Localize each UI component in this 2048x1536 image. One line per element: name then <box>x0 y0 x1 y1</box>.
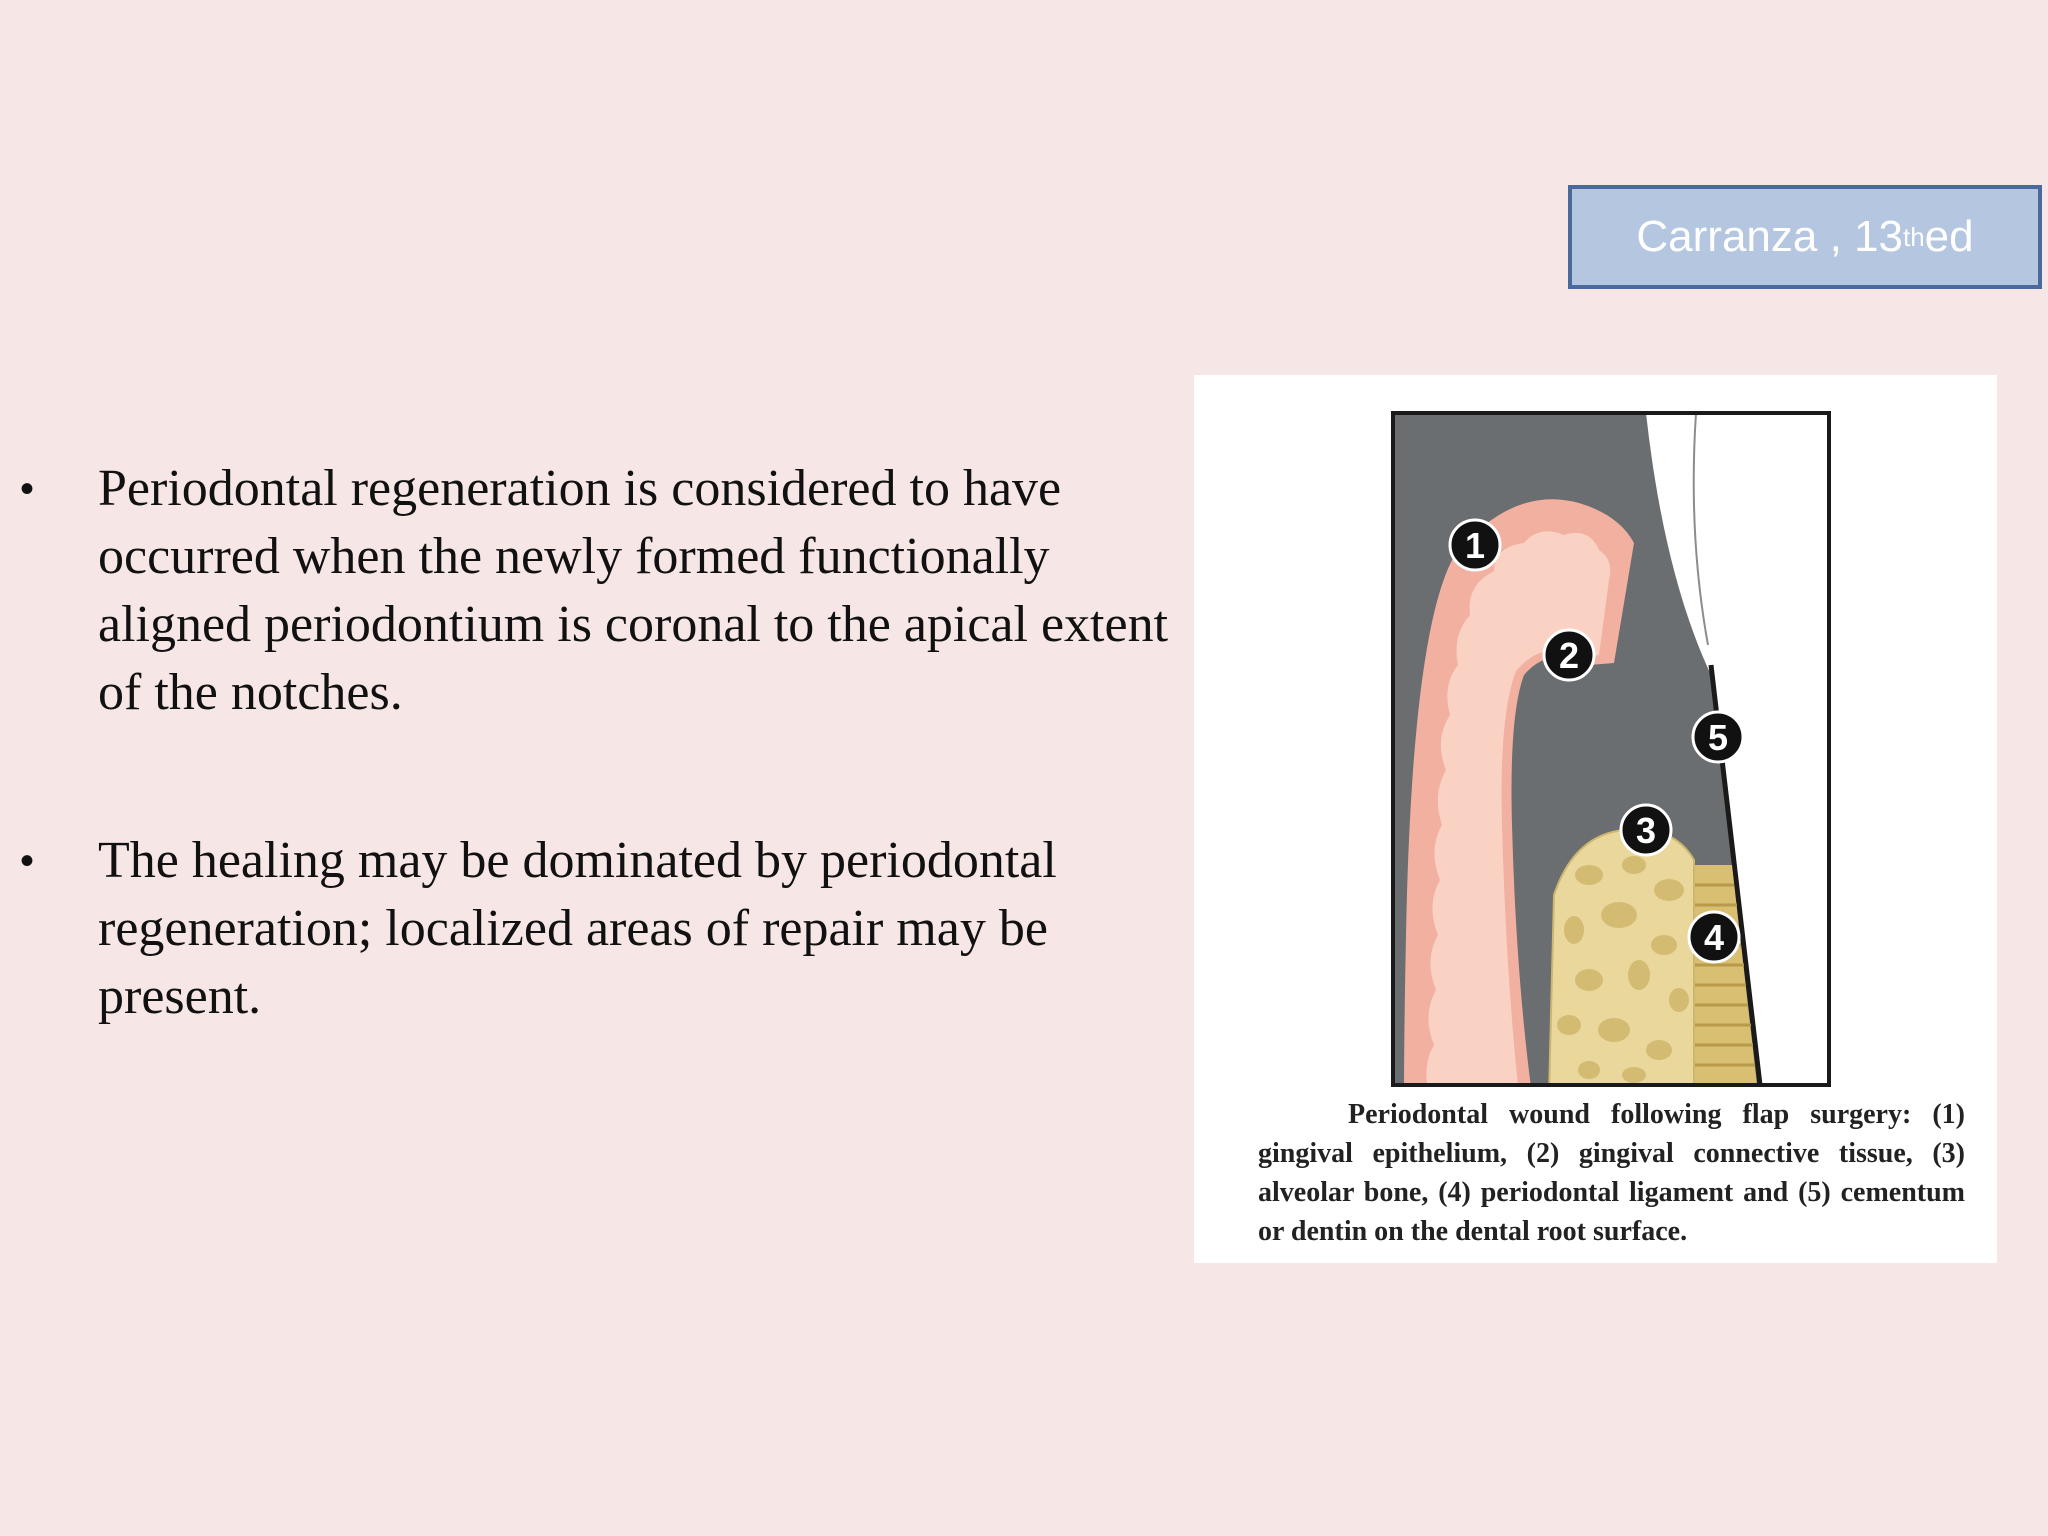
marker-3-label: 3 <box>1635 810 1657 851</box>
bullet-dot-icon: • <box>20 467 35 511</box>
periodontal-diagram <box>1194 375 1997 1095</box>
source-suffix: ed <box>1924 212 1974 261</box>
bullet-dot-icon: • <box>20 839 35 883</box>
bullet-item-1 <box>0 455 1180 727</box>
marker-2 <box>1544 630 1594 680</box>
bullet-item-2 <box>0 827 1180 1031</box>
bullet-text-2: The healing may be dominated by periodontal regeneration; localized areas of repair may be present. <box>98 832 1057 1025</box>
source-text: Carranza , 13 <box>1636 212 1903 261</box>
marker-1-label: 1 <box>1464 525 1486 566</box>
marker-5 <box>1693 712 1743 762</box>
periodontal-wound-figure <box>1194 375 1997 1263</box>
marker-2-label: 2 <box>1558 635 1580 676</box>
marker-3 <box>1621 805 1671 855</box>
alveolar-bone <box>1549 829 1694 1095</box>
marker-4 <box>1689 912 1739 962</box>
figure-caption: Periodontal wound following flap surgery: (1) gingival epithelium, (2) gingival connective tissue, (3) alveolar bone, (4) periodontal ligament and (5) cementum or dentin on the dental root surface. <box>1258 1099 1965 1247</box>
source-citation-box: Carranza , 13 th ed <box>1568 185 2042 289</box>
marker-5-label: 5 <box>1707 717 1729 758</box>
bullet-list <box>0 455 1180 1131</box>
marker-1 <box>1450 520 1500 570</box>
marker-4-label: 4 <box>1703 917 1725 958</box>
bullet-text-1: Periodontal regeneration is considered to have occurred when the newly formed functionally aligned periodontium is coronal to the apical extent of the notches. <box>98 460 1169 721</box>
